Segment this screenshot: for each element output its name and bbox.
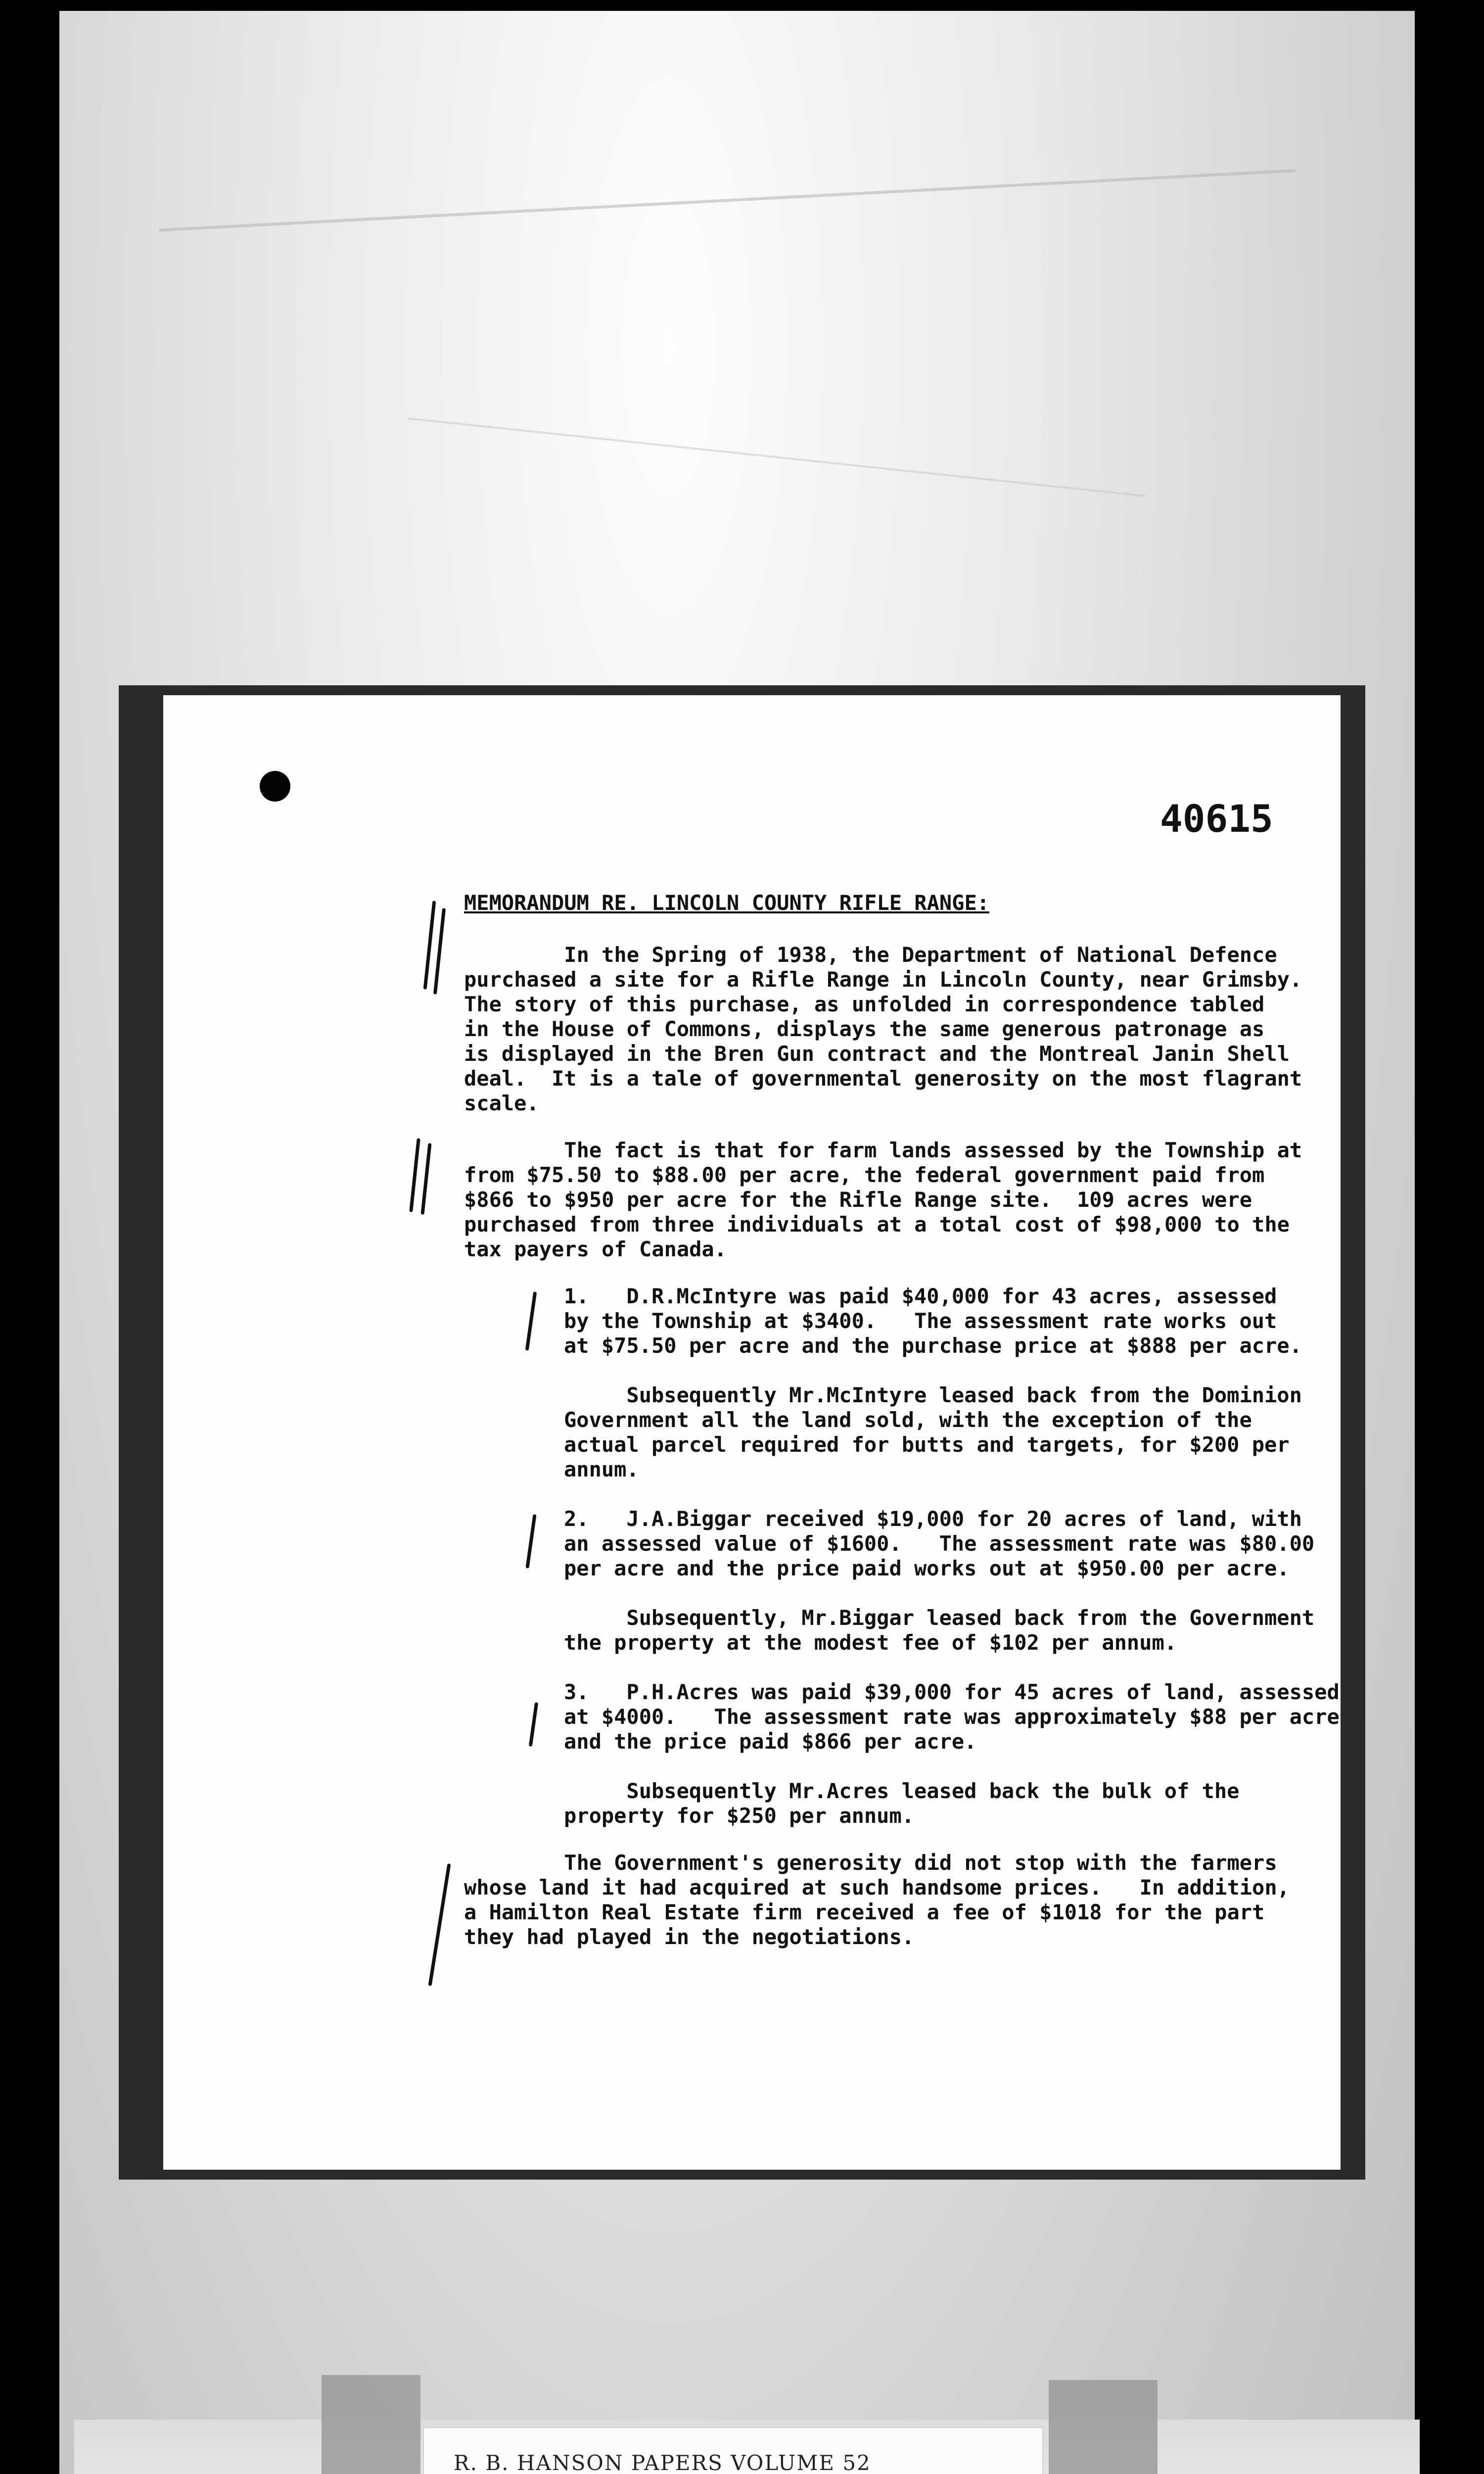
margin-mark [529,1702,538,1747]
paragraph-final: The Government's generosity did not stop with the farmers whose land it had acquired at such handsome prices. In addition, a Hamilton Real Estate firm received a fee of $1018 for the part they had played in the negotiations. [464,1851,1290,1949]
punch-hole [260,771,290,802]
margin-mark [525,1291,537,1351]
memorandum-page [163,695,1341,2170]
fold-crease [408,418,1146,497]
document-number: 40615 [1160,797,1273,841]
archive-volume-label [423,2427,1043,2474]
tape-left [322,2375,420,2474]
paragraph-1: In the Spring of 1938, the Department of National Defence purchased a site for a Rifle Range in Lincoln County, near Grimsby. The story of this purchase, as unfolded in correspondence tabled in the House of Commons, displays the same generous patronage as is displayed in the Bren Gun contract and the Montreal Janin Shell deal. It is a tale of governmental generosity on the most flagrant scale. [464,943,1302,1115]
item-2-note: Subsequently, Mr.Biggar leased back from the Government the property at the modest fee of $102 per annum. [564,1606,1315,1655]
margin-mark [428,1863,451,1986]
paragraph-2: The fact is that for farm lands assessed by the Township at from $75.50 to $88.00 per acre, the federal government paid from $866 to $950 per acre for the Rifle Range site. 109 acres were purchased from three individuals at a total cost of $98,000 to the tax payers of Canada. [464,1138,1302,1261]
item-3: 3. P.H.Acres was paid $39,000 for 45 acres of land, assessed at $4000. The assessment rate was approximately $88 per acre and the price paid $866 per acre. [564,1680,1340,1754]
item-2: 2. J.A.Biggar received $19,000 for 20 acres of land, with an assessed value of $1600. The assessment rate was $80.00 per acre and the price paid works out at $950.00 per acre. [564,1507,1315,1580]
margin-mark [409,1138,420,1212]
item-1-note: Subsequently Mr.McIntyre leased back from the Dominion Government all the land sold, with the exception of the actual parcel required for butts and targets, for $200 per annum. [564,1383,1302,1481]
margin-mark [420,1143,431,1215]
margin-mark [433,908,446,995]
memo-heading: MEMORANDUM RE. LINCOLN COUNTY RIFLE RANGE: [464,891,990,915]
tape-right [1049,2380,1158,2474]
item-1: 1. D.R.McIntyre was paid $40,000 for 43 acres, assessed by the Township at $3400. The assessment rate works out at $75.50 per acre and the purchase price at $888 per acre. [564,1284,1302,1358]
fold-crease [159,169,1295,232]
item-3-note: Subsequently Mr.Acres leased back the bulk of the property for $250 per annum. [564,1779,1240,1828]
margin-mark [423,901,436,990]
margin-mark [525,1514,536,1569]
archive-volume-text: R. B. HANSON PAPERS VOLUME 52 [454,2451,871,2474]
